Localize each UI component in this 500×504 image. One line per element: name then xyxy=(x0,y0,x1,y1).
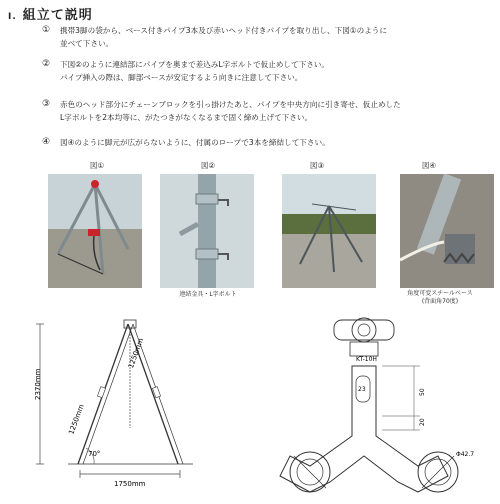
step-text-line: パイプ挿入の際は、脚部ベースが安定するよう向きに注意して下さい。 xyxy=(60,73,303,82)
caption-figure-4-line2: (背面角70度) xyxy=(421,298,459,305)
model-label: KT-10H xyxy=(356,356,377,363)
figure-label-3: 図③ xyxy=(309,161,325,170)
caption-figure-4-line1: 角度可変スチールベース xyxy=(407,290,473,297)
figure-label-2: 図② xyxy=(200,161,216,170)
section-title xyxy=(8,4,93,23)
section-title-text: 組立て説明 xyxy=(22,8,93,23)
step-3 xyxy=(42,98,496,124)
step-text-line: 図④のように脚元が広がらないように、付属のロープで3本を締結して下さい。 xyxy=(60,138,330,147)
photo-figure-2 xyxy=(160,174,254,288)
dimension-20: 20 xyxy=(419,418,426,426)
caption-figure-4 xyxy=(384,290,496,306)
photo-figure-4 xyxy=(400,174,494,288)
figure-label-1: 図① xyxy=(89,161,105,170)
photo-figure-1 xyxy=(48,174,142,288)
step-text-line: 赤色のヘッド部分にチェーンブロックを引っ掛けたあと、パイプを中央方向に引き寄せ、仮止めした xyxy=(60,100,401,109)
base-dimension: 1750mm xyxy=(114,480,146,488)
step-text-line: 携帯3脚の袋から、ベース付きパイプ3本及び赤いヘッド付きパイプを取り出し、下図①のように xyxy=(60,26,387,35)
step-2 xyxy=(42,58,496,84)
caption-figure-2: 連結金具・L字ボルト xyxy=(179,291,237,298)
lower-leg-dimension: 1250mm xyxy=(67,403,86,436)
height-dimension: 2370mm xyxy=(34,368,42,400)
step-mark: ④ xyxy=(42,137,51,147)
step-text-line: 下図②のように連結部にパイプを奥まで差込みL字ボルトで仮止めして下さい。 xyxy=(60,60,329,69)
step-1 xyxy=(42,24,496,50)
photo-figure-3 xyxy=(282,174,376,288)
tripod-dimension-drawing xyxy=(28,318,208,498)
step-text-line: 並べて下さい。 xyxy=(60,39,114,48)
step-mark: ② xyxy=(42,59,51,69)
step-mark: ③ xyxy=(42,99,51,109)
step-4 xyxy=(42,136,496,149)
upper-leg-dimension: 1250mm xyxy=(126,337,146,370)
section-number: I. xyxy=(8,12,17,22)
step-text-line: L字ボルトを2本均等に、がたつきがなくなるまで固く締め上げて下さい。 xyxy=(60,113,313,122)
dimension-50: 50 xyxy=(419,388,426,396)
figure-label-4: 図④ xyxy=(421,161,437,170)
step-mark: ① xyxy=(42,25,51,35)
angle-label: 70° xyxy=(88,450,101,458)
dimension-23: 23 xyxy=(358,386,366,393)
head-fitting-drawing xyxy=(270,316,490,500)
diameter-label: Φ42.7 xyxy=(456,451,475,458)
